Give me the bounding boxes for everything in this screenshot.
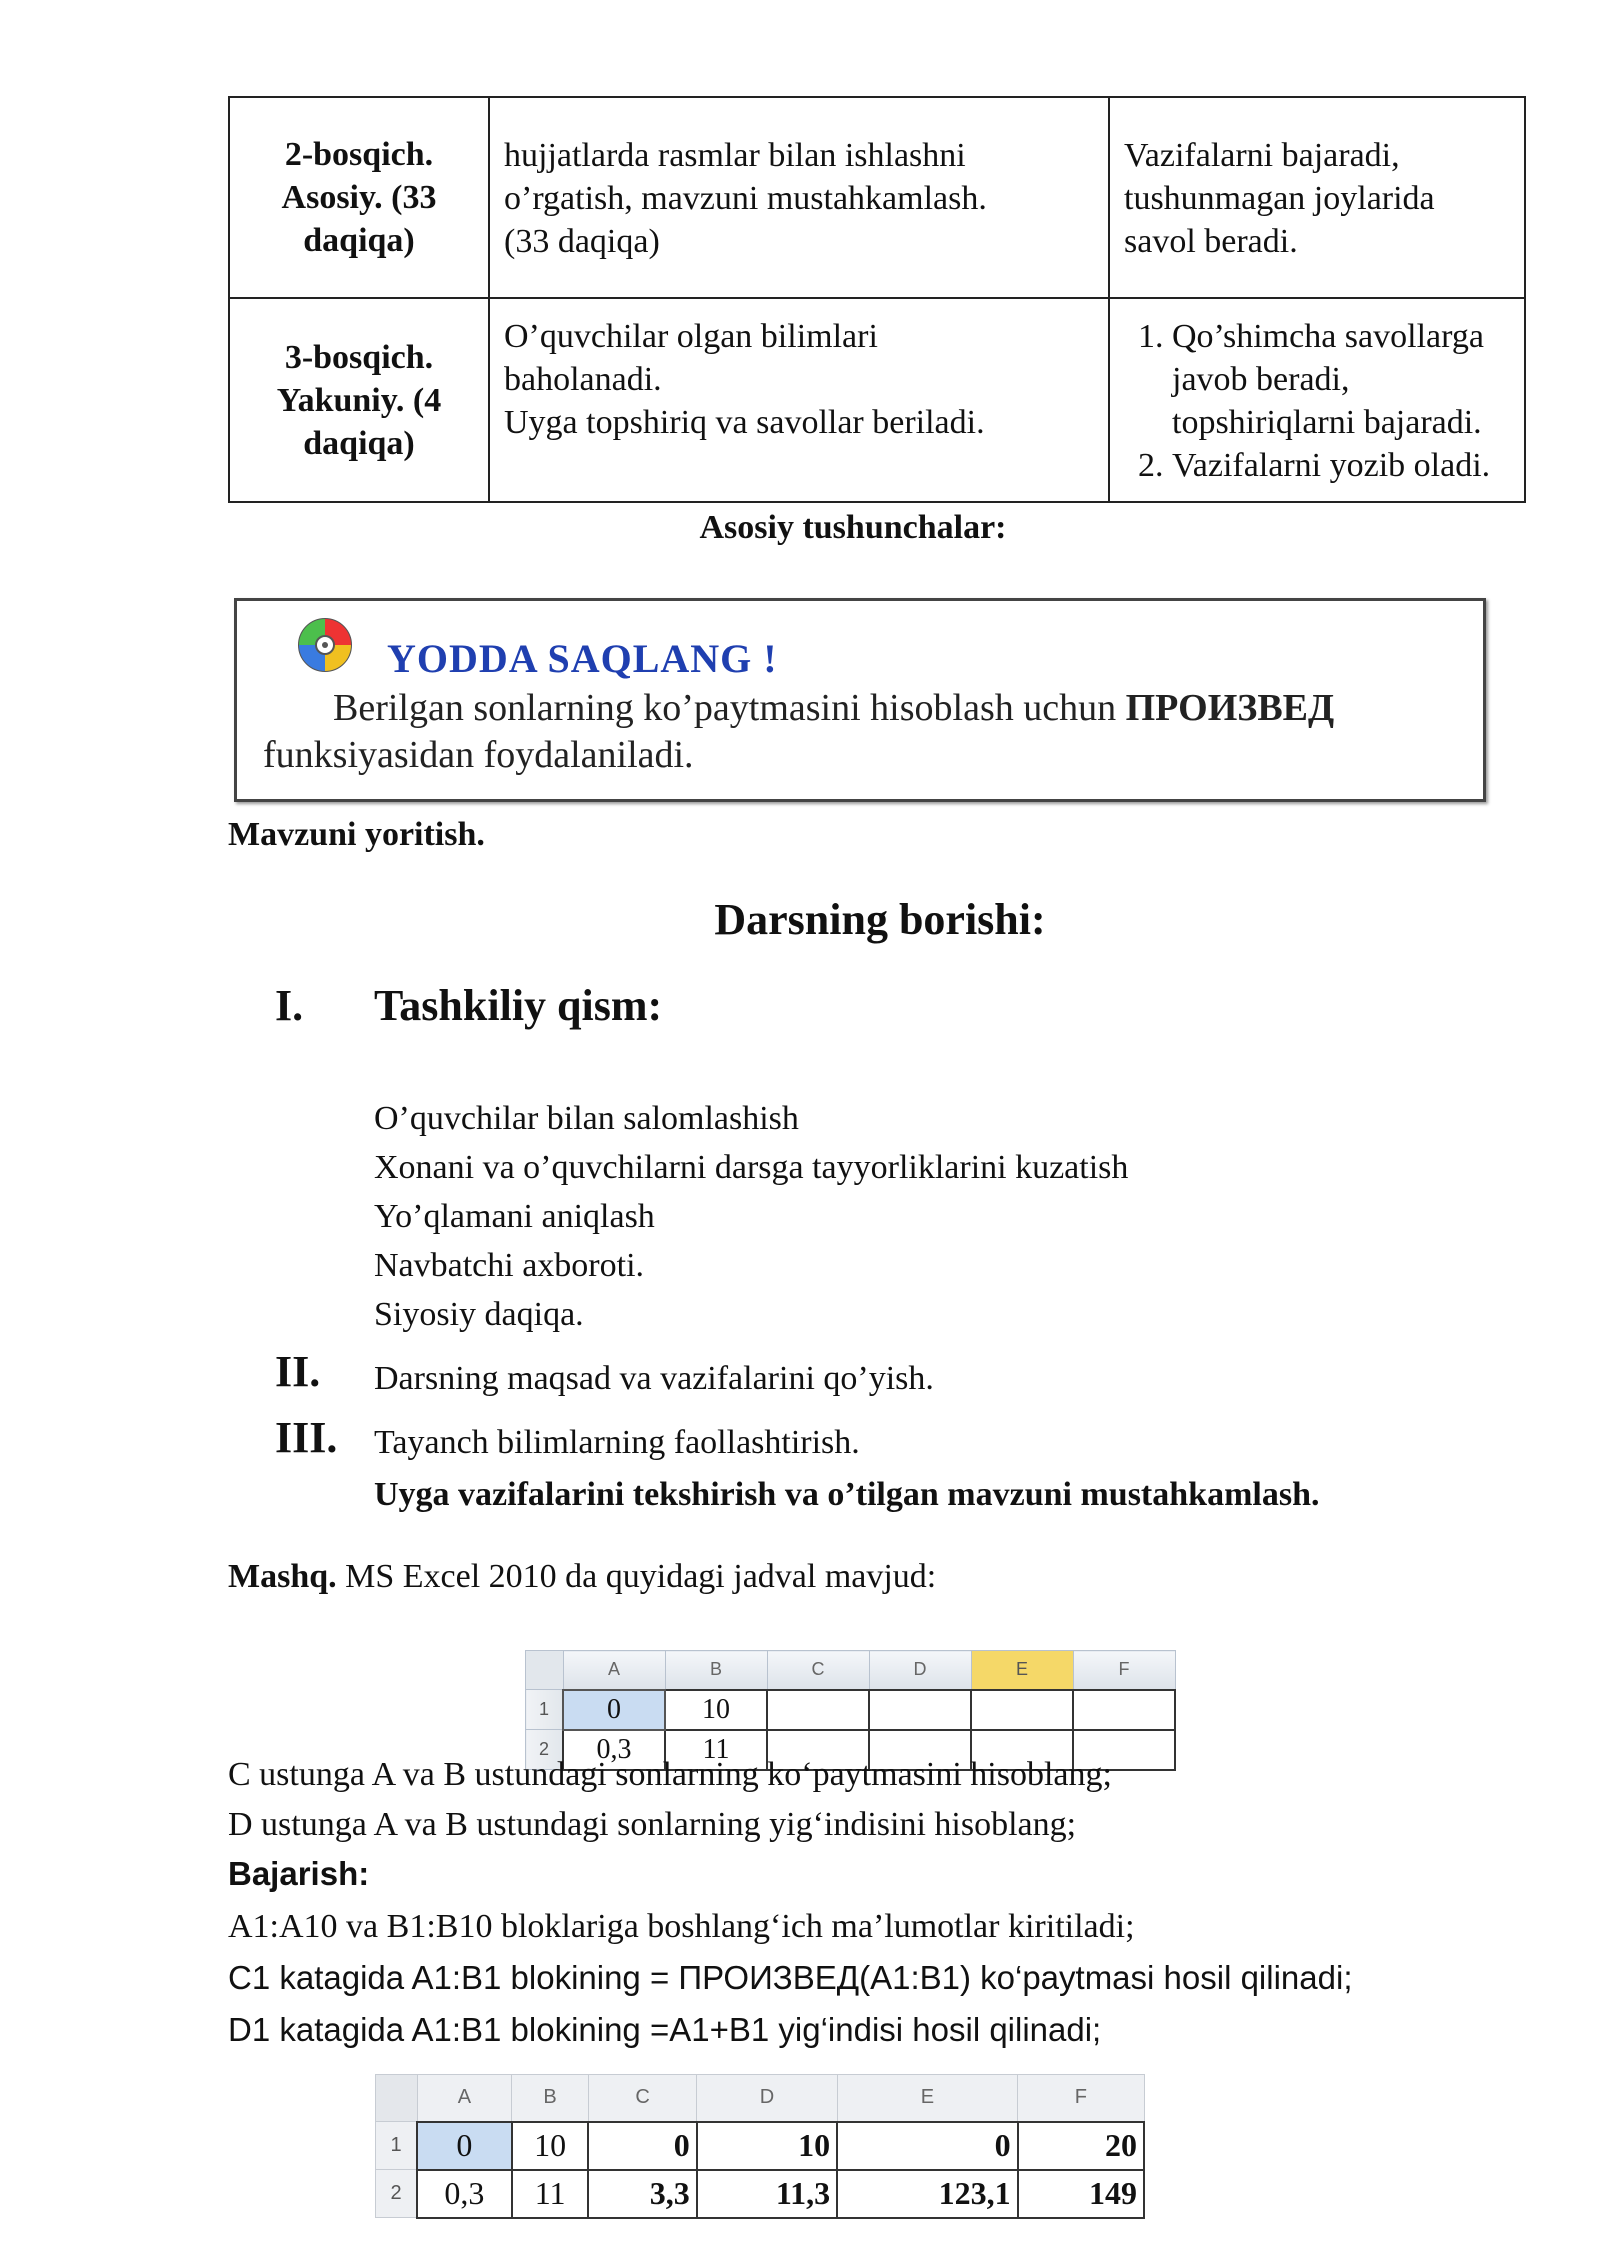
- excel-cell: 10: [665, 1690, 767, 1730]
- excel-cell: 0,3: [563, 1730, 665, 1770]
- stage-cell: [229, 97, 489, 298]
- pupil-cell: [1109, 97, 1525, 298]
- excel-cell: [1073, 1690, 1175, 1730]
- stage-text: Asosiy. (33: [281, 179, 437, 216]
- row-header: 1: [376, 2122, 418, 2170]
- list-item: Navbatchi axboroti.: [374, 1247, 645, 1284]
- remember-text: [263, 685, 1463, 779]
- task-line: D ustunga A va B ustundagi sonlarning yig‘indisini hisoblang;: [228, 1806, 1077, 1843]
- excel-cell: 0: [837, 2122, 1017, 2170]
- teacher-text: Uyga topshiriq va savollar beriladi.: [504, 404, 985, 441]
- excel-cell: 0: [588, 2122, 696, 2170]
- excel-cell: [971, 1690, 1073, 1730]
- list-item: Xonani va o’quvchilarni darsga tayyorliklarini kuzatish: [374, 1149, 1129, 1186]
- remember-text-part: Berilgan sonlarning ko’paytmasini hisoblash uchun: [333, 687, 1126, 729]
- column-header: F: [1073, 1651, 1175, 1690]
- teacher-text: O’quvchilar olgan bilimlari: [504, 318, 878, 355]
- stage-text: 3-bosqich.: [284, 338, 434, 376]
- concepts-heading: Asosiy tushunchalar:: [699, 509, 1007, 546]
- column-header: E: [971, 1651, 1073, 1690]
- column-header: C: [588, 2075, 696, 2122]
- excel-cell: 3,3: [588, 2170, 696, 2218]
- teacher-cell: [489, 298, 1109, 502]
- topic-heading: Mavzuni yoritish.: [228, 816, 485, 853]
- teacher-text: o’rgatish, mavzuni mustahkamlash.: [504, 180, 987, 217]
- excel-cell: 0: [563, 1690, 665, 1730]
- solution-label: Bajarish:: [228, 1855, 370, 1892]
- column-header: F: [1018, 2075, 1144, 2122]
- section-title: Tashkiliy qism:: [374, 981, 663, 1030]
- list-item: O’quvchilar bilan salomlashish: [374, 1100, 799, 1137]
- row-header: 2: [376, 2170, 418, 2218]
- row-header: 2: [526, 1730, 564, 1770]
- list-item: 2. Vazifalarni yozib oladi.: [1172, 444, 1510, 487]
- column-header: B: [512, 2075, 589, 2122]
- remember-title: YODDA SAQLANG !: [387, 636, 778, 681]
- section-text: Darsning maqsad va vazifalarini qo’yish.: [374, 1360, 934, 1397]
- stage-cell: [229, 298, 489, 502]
- excel-cell: [869, 1690, 971, 1730]
- excel-cell: 10: [512, 2122, 589, 2170]
- solution-line: A1:A10 va B1:B10 bloklariga boshlang‘ich ma’lumotlar kiritiladi;: [228, 1908, 1135, 1945]
- teacher-cell: [489, 97, 1109, 298]
- section-text: Tayanch bilimlarning faollashtirish.: [374, 1424, 860, 1461]
- table-row: [229, 298, 1525, 502]
- excel-cell: 0: [417, 2122, 512, 2170]
- excel-table-result: [375, 2074, 1145, 2219]
- column-header: E: [837, 2075, 1017, 2122]
- excel-cell: 123,1: [837, 2170, 1017, 2218]
- excel-cell: 10: [697, 2122, 837, 2170]
- stage-text: daqiqa): [303, 424, 415, 462]
- excel-cell: 11: [512, 2170, 589, 2218]
- excel-cell: 11: [665, 1730, 767, 1770]
- teacher-text: baholanadi.: [504, 361, 662, 398]
- section-number: I.: [275, 981, 304, 1030]
- column-header: D: [869, 1651, 971, 1690]
- list-item: Yo’qlamani aniqlash: [374, 1198, 655, 1235]
- pupil-text: tushunmagan joylarida: [1124, 180, 1435, 217]
- list-item: Siyosiy daqiqa.: [374, 1296, 584, 1333]
- list-item: 1. Qo’shimcha savollarga javob beradi, topshiriqlarni bajaradi.: [1172, 315, 1510, 444]
- exercise-label: Mashq.: [228, 1558, 337, 1595]
- table-row: [229, 97, 1525, 298]
- column-header: A: [563, 1651, 665, 1690]
- cd-disc-icon: [297, 617, 353, 673]
- exercise-line: [228, 1552, 936, 1601]
- teacher-text: (33 daqiqa): [504, 223, 660, 260]
- teacher-text: hujjatlarda rasmlar bilan ishlashni: [504, 137, 966, 174]
- column-header: B: [665, 1651, 767, 1690]
- exercise-text: MS Excel 2010 da quyidagi jadval mavjud:: [336, 1558, 937, 1595]
- solution-line: C1 katagida A1:B1 blokining = ПРОИЗВЕД(A1:B1) ko‘paytmasi hosil qilinadi;: [228, 1959, 1353, 1996]
- lesson-plan-table: [228, 96, 1526, 503]
- column-header: A: [417, 2075, 512, 2122]
- remember-text-bold: ПРОИЗВЕД: [1125, 687, 1335, 729]
- pupil-text: Vazifalarni bajaradi,: [1124, 137, 1400, 174]
- pupil-text: savol beradi.: [1124, 223, 1298, 260]
- excel-corner: [526, 1651, 564, 1690]
- section-number: III.: [275, 1413, 338, 1462]
- section-list: [374, 1094, 1128, 1339]
- excel-cell: 149: [1018, 2170, 1144, 2218]
- column-header: D: [697, 2075, 837, 2122]
- excel-cell: 0,3: [417, 2170, 512, 2218]
- excel-corner: [376, 2075, 418, 2122]
- section-number: II.: [275, 1347, 321, 1396]
- row-header: 1: [526, 1690, 564, 1730]
- remember-box: [234, 598, 1486, 802]
- column-header: C: [767, 1651, 869, 1690]
- pupil-cell: [1109, 298, 1525, 502]
- stage-text: 2-bosqich.: [284, 136, 434, 173]
- solution-line: D1 katagida A1:B1 blokining =A1+B1 yig‘indisi hosil qilinadi;: [228, 2011, 1102, 2048]
- excel-cell: 11,3: [697, 2170, 837, 2218]
- excel-cell: [767, 1690, 869, 1730]
- section-bold-text: Uyga vazifalarini tekshirish va o’tilgan mavzuni mustahkamlash.: [374, 1476, 1320, 1513]
- remember-text-part: funksiyasidan foydalaniladi.: [263, 734, 694, 776]
- stage-text: Yakuniy. (4: [276, 381, 442, 419]
- lesson-heading: Darsning borishi:: [714, 895, 1046, 944]
- stage-text: daqiqa): [303, 222, 415, 259]
- task-line: C ustunga A va B ustundagi sonlarning ko‘paytmasini hisoblang;: [228, 1756, 1112, 1793]
- pupil-list: [1124, 315, 1510, 487]
- excel-cell: 20: [1018, 2122, 1144, 2170]
